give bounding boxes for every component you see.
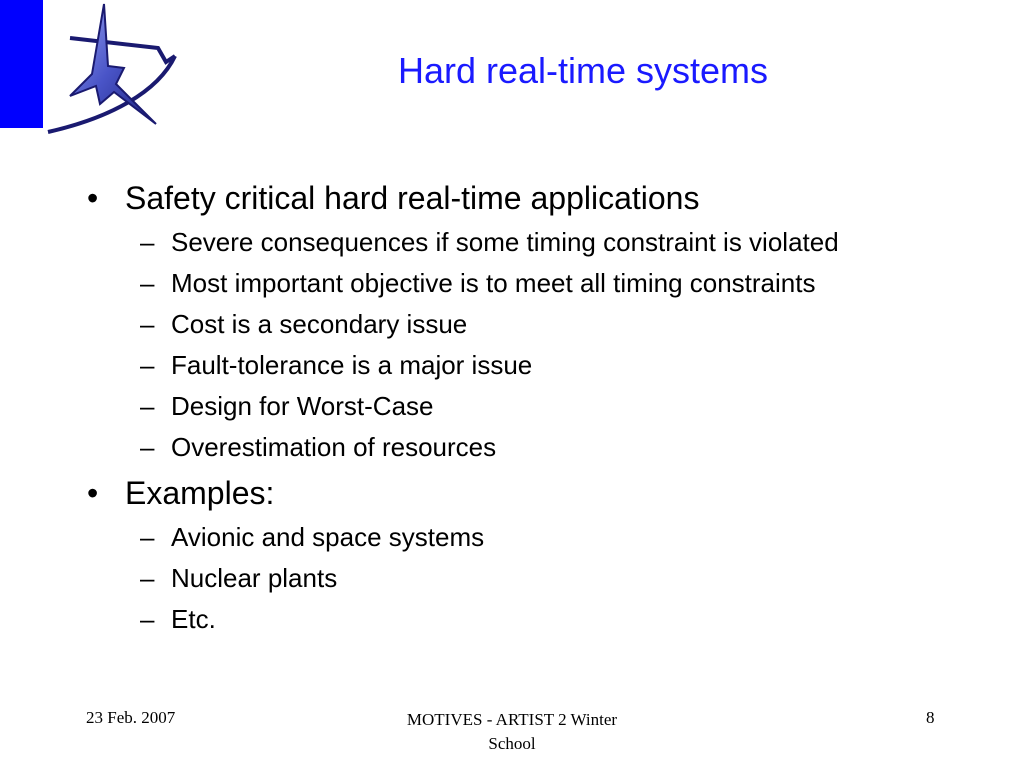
footer-event-line1: MOTIVES - ARTIST 2 Winter: [406, 710, 618, 729]
sub-bullet-marker: –: [140, 350, 155, 380]
sub-bullet-severe-consequences: Severe consequences if some timing constraint is violated: [171, 227, 839, 257]
sub-bullet-etc: Etc.: [171, 604, 216, 634]
sub-bullet-overestimation: Overestimation of resources: [171, 432, 497, 462]
sub-bullet-main-objective: Most important objective is to meet all timing constraints: [171, 268, 816, 298]
sub-bullet-marker: –: [140, 227, 155, 257]
sub-bullet-marker: –: [140, 522, 155, 552]
bullet-marker: •: [87, 180, 99, 216]
sub-bullet-marker: –: [140, 309, 155, 339]
sub-bullet-marker: –: [140, 268, 155, 298]
footer-event-line2: School: [488, 734, 536, 753]
sub-bullet-cost: Cost is a secondary issue: [171, 309, 468, 339]
sub-bullet-marker: –: [140, 432, 155, 462]
bullet-safety-critical: Safety critical hard real-time applications: [125, 180, 700, 216]
footer-event: [362, 708, 662, 756]
footer-date: 23 Feb. 2007: [86, 708, 176, 727]
slide-title: Hard real-time systems: [397, 50, 769, 91]
bullet-marker: •: [87, 475, 99, 511]
bullet-examples: Examples:: [125, 475, 275, 511]
sub-bullet-marker: –: [140, 563, 155, 593]
sub-bullet-nuclear: Nuclear plants: [171, 563, 338, 593]
footer-page-number: 8: [926, 708, 935, 727]
sub-bullet-avionic: Avionic and space systems: [171, 522, 485, 552]
sub-bullet-marker: –: [140, 604, 155, 634]
sub-bullet-marker: –: [140, 391, 155, 421]
sub-bullet-worst-case: Design for Worst-Case: [171, 391, 434, 421]
sub-bullet-fault-tolerance: Fault-tolerance is a major issue: [171, 350, 533, 380]
